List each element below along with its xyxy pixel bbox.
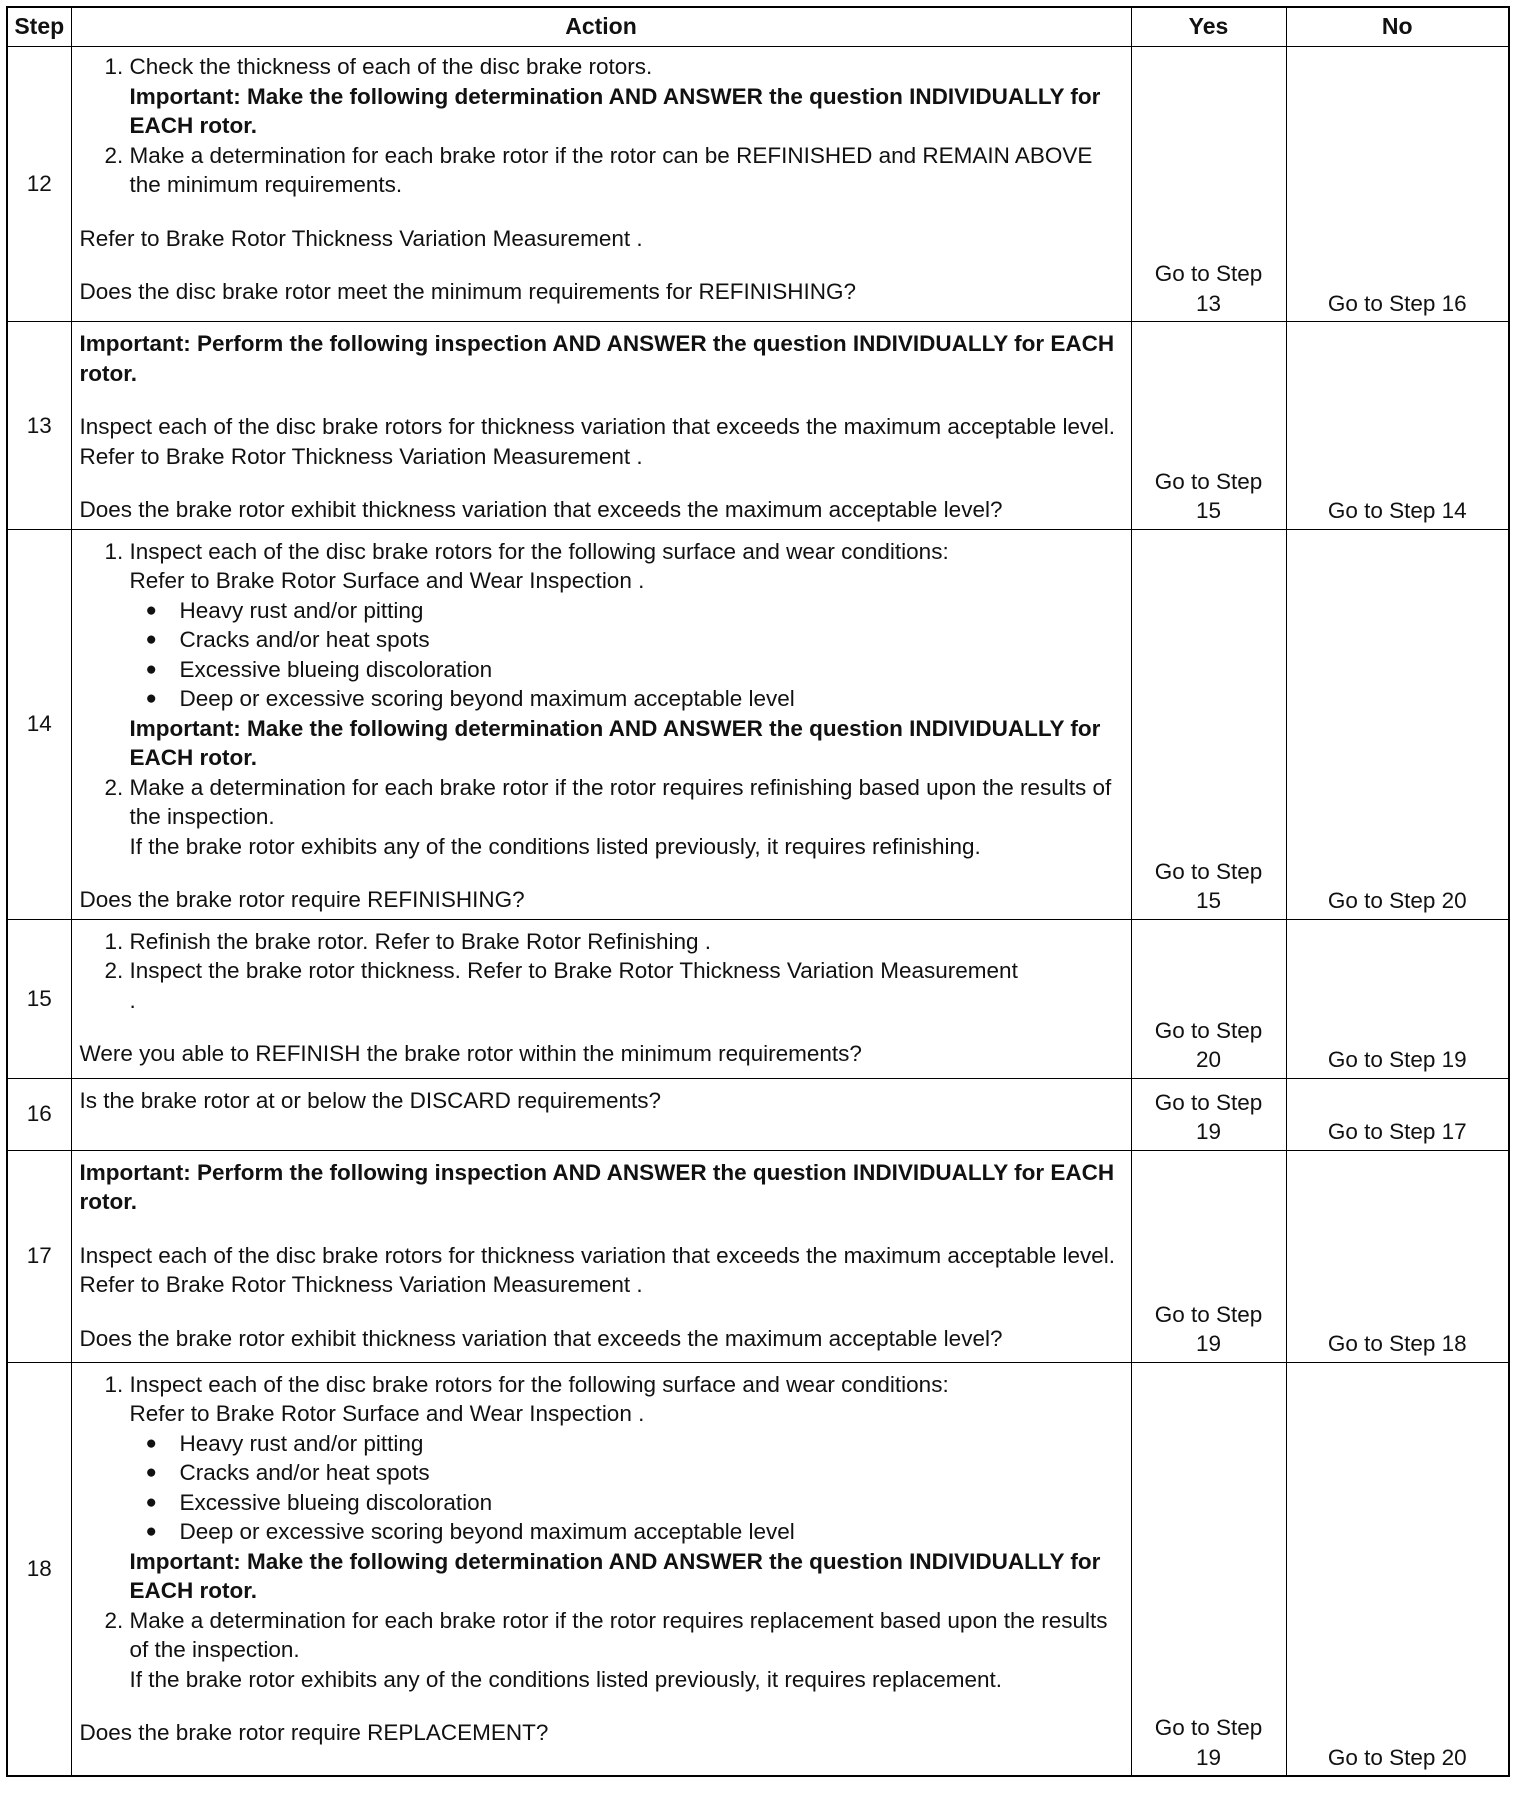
table-row-step-12 (7, 47, 1509, 322)
action-cell (71, 919, 1131, 1078)
question-text: Does the disc brake rotor meet the minimum requirements for REFINISHING? (79, 279, 857, 304)
action-step-tail: . (129, 987, 136, 1013)
important-note: Important: Perform the following inspection AND ANSWER the question INDIVIDUALLY for EACH rotor. (79, 1159, 1115, 1214)
header-row (7, 7, 1509, 47)
action-step-item (130, 141, 1121, 200)
yes-cell (1131, 1078, 1286, 1150)
no-cell: Go to Step 18 (1286, 1150, 1509, 1362)
yes-label: Go to Step (1154, 1715, 1263, 1740)
conditions-list (130, 1429, 1121, 1547)
table-row-step-17 (7, 1150, 1509, 1362)
refer-text: Refer to Brake Rotor Surface and Wear Inspection . (129, 568, 645, 593)
yes-cell (1131, 1150, 1286, 1362)
action-steps-list (80, 537, 1121, 862)
question-text: Does the brake rotor require REFINISHING? (79, 887, 525, 912)
yes-step-number: 19 (1195, 1744, 1222, 1770)
question-text: Does the brake rotor require REPLACEMENT? (79, 1720, 549, 1745)
step-number: 17 (7, 1150, 71, 1362)
yes-cell (1131, 919, 1286, 1078)
header-step: Step (7, 7, 71, 47)
yes-label: Go to Step (1154, 1089, 1263, 1115)
table-row-step-18 (7, 1362, 1509, 1776)
action-cell (71, 322, 1131, 530)
table-row-step-15 (7, 919, 1509, 1078)
action-step-item (130, 1606, 1121, 1695)
action-step-item (130, 773, 1121, 862)
table-row-step-13 (7, 322, 1509, 530)
yes-label: Go to Step (1154, 858, 1263, 884)
no-cell: Go to Step 19 (1286, 919, 1509, 1078)
important-note: Important: Perform the following inspection AND ANSWER the question INDIVIDUALLY for EACH rotor. (79, 331, 1115, 386)
action-step-text: 1. Check the thickness of each of the disc brake rotors. (129, 54, 653, 79)
question-text: Does the brake rotor exhibit thickness variation that exceeds the maximum acceptable level? (79, 1325, 1003, 1351)
condition-item: ● Deep or excessive scoring beyond maximum acceptable level (180, 684, 1121, 714)
no-cell: Go to Step 20 (1286, 529, 1509, 919)
action-step-text: 1. Inspect each of the disc brake rotors for the following surface and wear conditions: (129, 1371, 949, 1397)
step-number: 15 (7, 919, 71, 1078)
important-note: Important: Make the following determination AND ANSWER the question INDIVIDUALLY for EACH rotor. (129, 83, 1101, 138)
step-number: 12 (7, 47, 71, 322)
yes-label: Go to Step (1154, 1017, 1263, 1043)
question-text: Is the brake rotor at or below the DISCARD requirements? (79, 1087, 662, 1113)
header-action: Action (71, 7, 1131, 47)
yes-cell (1131, 322, 1286, 530)
action-step-text: 2. Make a determination for each brake rotor if the rotor requires replacement based upon the results of the inspection. (129, 1607, 1108, 1662)
condition-item: ● Excessive blueing discoloration (180, 655, 1121, 685)
yes-label: Go to Step (1154, 468, 1263, 494)
inspection-text: Inspect each of the disc brake rotors for thickness variation that exceeds the maximum acceptable level. Refer to Brake Rotor Thickness Variation Measurement . (79, 414, 1116, 469)
condition-note: If the brake rotor exhibits any of the conditions listed previously, it requires replacement. (129, 1666, 1003, 1692)
diagnostic-table-page (6, 6, 1510, 1777)
condition-item: ● Heavy rust and/or pitting (180, 596, 1121, 626)
yes-step-number: 15 (1195, 498, 1222, 523)
action-step-text: 2. Make a determination for each brake rotor if the rotor requires refinishing based upon the results of the inspection. (129, 774, 1112, 829)
step-number: 16 (7, 1078, 71, 1150)
no-cell: Go to Step 17 (1286, 1078, 1509, 1150)
conditions-list (130, 596, 1121, 714)
action-steps-list (80, 927, 1121, 1016)
action-step-item (130, 537, 1121, 773)
yes-step-number: 13 (1195, 290, 1222, 316)
question-text: Were you able to REFINISH the brake rotor within the minimum requirements? (79, 1041, 862, 1066)
no-cell: Go to Step 20 (1286, 1362, 1509, 1776)
refer-text: Refer to Brake Rotor Thickness Variation Measurement . (79, 225, 643, 251)
inspection-text: Inspect each of the disc brake rotors for thickness variation that exceeds the maximum acceptable level. Refer to Brake Rotor Thickness Variation Measurement . (79, 1242, 1116, 1297)
action-step-text: 2. Inspect the brake rotor thickness. Refer to Brake Rotor Thickness Variation Measurement (129, 958, 1018, 983)
condition-note: If the brake rotor exhibits any of the conditions listed previously, it requires refinishing. (129, 833, 981, 859)
action-cell (71, 1078, 1131, 1150)
condition-item: ● Excessive blueing discoloration (180, 1488, 1121, 1518)
yes-cell (1131, 1362, 1286, 1776)
header-yes: Yes (1131, 7, 1286, 47)
action-step-text: 2. Make a determination for each brake rotor if the rotor can be REFINISHED and REMAIN ABOVE the minimum requirements. (129, 142, 1093, 197)
step-number: 18 (7, 1362, 71, 1776)
yes-step-number: 15 (1195, 888, 1222, 913)
table-row-step-14 (7, 529, 1509, 919)
yes-cell (1131, 529, 1286, 919)
yes-cell (1131, 47, 1286, 322)
important-note: Important: Make the following determination AND ANSWER the question INDIVIDUALLY for EACH rotor. (129, 1548, 1101, 1603)
action-step-text: 1. Inspect each of the disc brake rotors for the following surface and wear conditions: (129, 538, 949, 564)
action-cell (71, 529, 1131, 919)
important-note: Important: Make the following determination AND ANSWER the question INDIVIDUALLY for EACH rotor. (129, 715, 1101, 770)
action-cell (71, 47, 1131, 322)
no-cell: Go to Step 14 (1286, 322, 1509, 530)
step-number: 14 (7, 529, 71, 919)
action-step-item (130, 1370, 1121, 1606)
diagnostic-table (6, 6, 1510, 1777)
refer-text: Refer to Brake Rotor Surface and Wear Inspection . (129, 1401, 645, 1426)
condition-item: ● Cracks and/or heat spots (180, 1458, 1121, 1488)
condition-item: ● Deep or excessive scoring beyond maximum acceptable level (180, 1517, 1121, 1547)
header-no: No (1286, 7, 1509, 47)
action-cell (71, 1362, 1131, 1776)
condition-item: ● Cracks and/or heat spots (180, 625, 1121, 655)
yes-step-number: 19 (1195, 1331, 1222, 1356)
action-step-item: 1. Refinish the brake rotor. Refer to Brake Rotor Refinishing . (130, 927, 1121, 957)
action-step-item (130, 52, 1121, 141)
question-text: Does the brake rotor exhibit thickness variation that exceeds the maximum acceptable level? (79, 497, 1003, 522)
table-row-step-16 (7, 1078, 1509, 1150)
condition-item: ● Heavy rust and/or pitting (180, 1429, 1121, 1459)
action-steps-list (80, 1370, 1121, 1695)
action-cell (71, 1150, 1131, 1362)
yes-label: Go to Step (1154, 261, 1263, 286)
yes-step-number: 20 (1195, 1047, 1222, 1072)
yes-step-number: 19 (1195, 1119, 1222, 1144)
step-number: 13 (7, 322, 71, 530)
action-steps-list (80, 52, 1121, 200)
no-cell: Go to Step 16 (1286, 47, 1509, 322)
action-step-item (130, 956, 1121, 1015)
yes-label: Go to Step (1154, 1301, 1263, 1327)
